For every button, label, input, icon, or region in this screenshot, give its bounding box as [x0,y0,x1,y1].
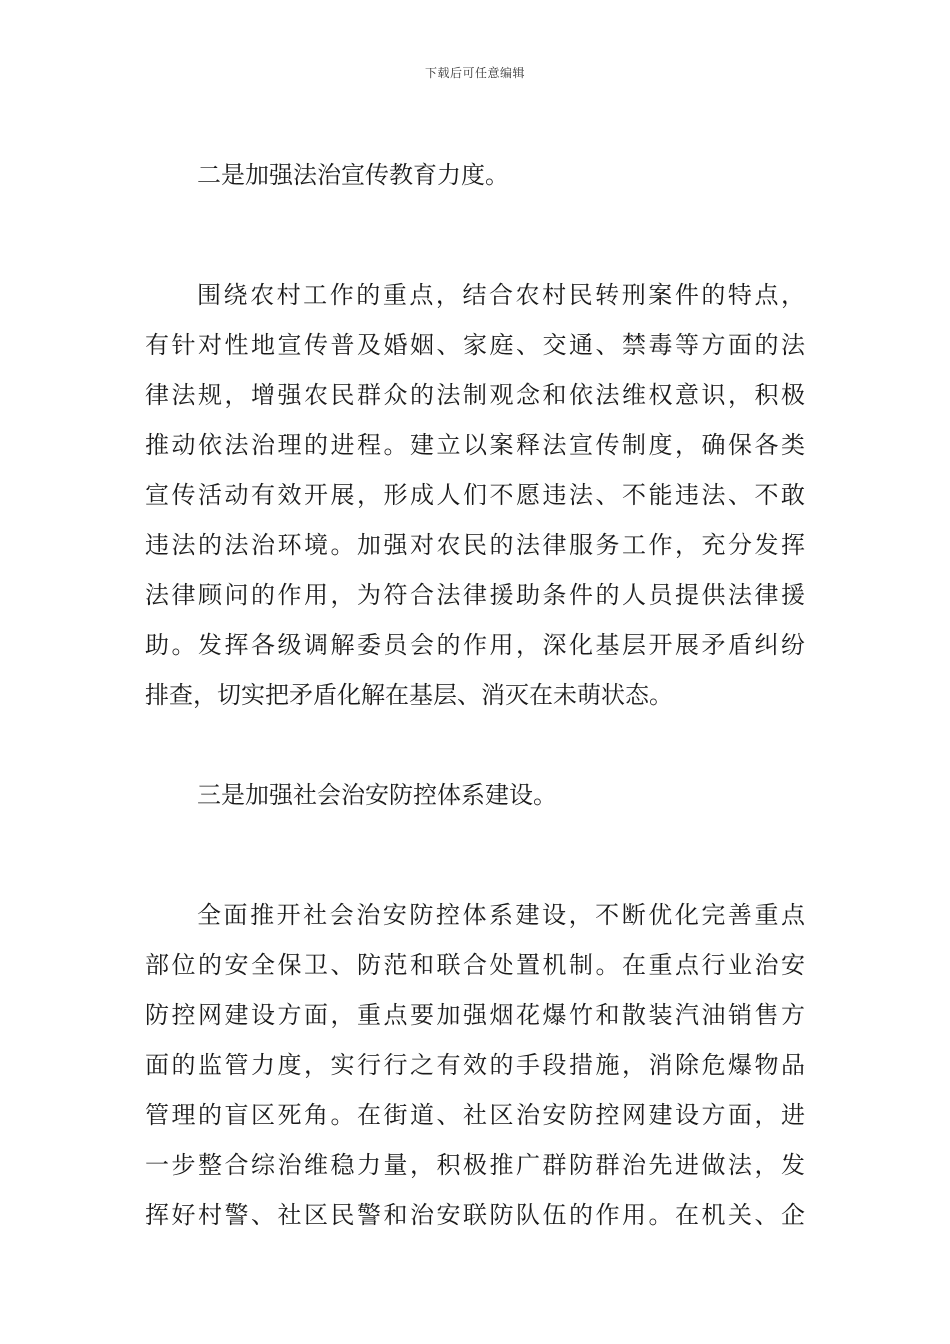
paragraph-line: 挥好村警、社区民警和治安联防队伍的作用。在机关、企 [145,1201,805,1229]
section-heading-1: 二是加强法治宣传教育力度。 [197,161,509,189]
paragraph-line: 部位的安全保卫、防范和联合处置机制。在重点行业治安 [145,951,805,979]
paragraph-line: 面的监管力度，实行行之有效的手段措施，消除危爆物品 [145,1051,805,1079]
paragraph-line: 法律顾问的作用，为符合法律援助条件的人员提供法律援 [145,581,805,609]
paragraph-line: 助。发挥各级调解委员会的作用，深化基层开展矛盾纠纷 [145,631,805,659]
paragraph-line: 有针对性地宣传普及婚姻、家庭、交通、禁毒等方面的法 [145,331,805,359]
paragraph-line: 违法的法治环境。加强对农民的法律服务工作，充分发挥 [145,531,805,559]
section-heading-2: 三是加强社会治安防控体系建设。 [197,781,557,809]
paragraph-line: 排查，切实把矛盾化解在基层、消灭在未萌状态。 [145,681,673,709]
paragraph-line: 防控网建设方面，重点要加强烟花爆竹和散装汽油销售方 [145,1001,805,1029]
paragraph-1 [145,270,805,720]
paragraph-line: 一步整合综治维稳力量，积极推广群防群治先进做法，发 [145,1151,805,1179]
paragraph-line: 推动依法治理的进程。建立以案释法宣传制度，确保各类 [145,431,805,459]
paragraph-line: 律法规，增强农民群众的法制观念和依法维权意识，积极 [145,381,805,409]
paragraph-line: 围绕农村工作的重点，结合农村民转刑案件的特点， [197,281,805,309]
paragraph-2 [145,890,805,1240]
page-header: 下载后可任意编辑 [424,66,525,80]
paragraph-line: 宣传活动有效开展，形成人们不愿违法、不能违法、不敢 [145,481,805,509]
document-body [145,150,805,1240]
paragraph-line: 管理的盲区死角。在街道、社区治安防控网建设方面，进 [145,1101,805,1129]
paragraph-line: 全面推开社会治安防控体系建设，不断优化完善重点 [197,901,805,929]
